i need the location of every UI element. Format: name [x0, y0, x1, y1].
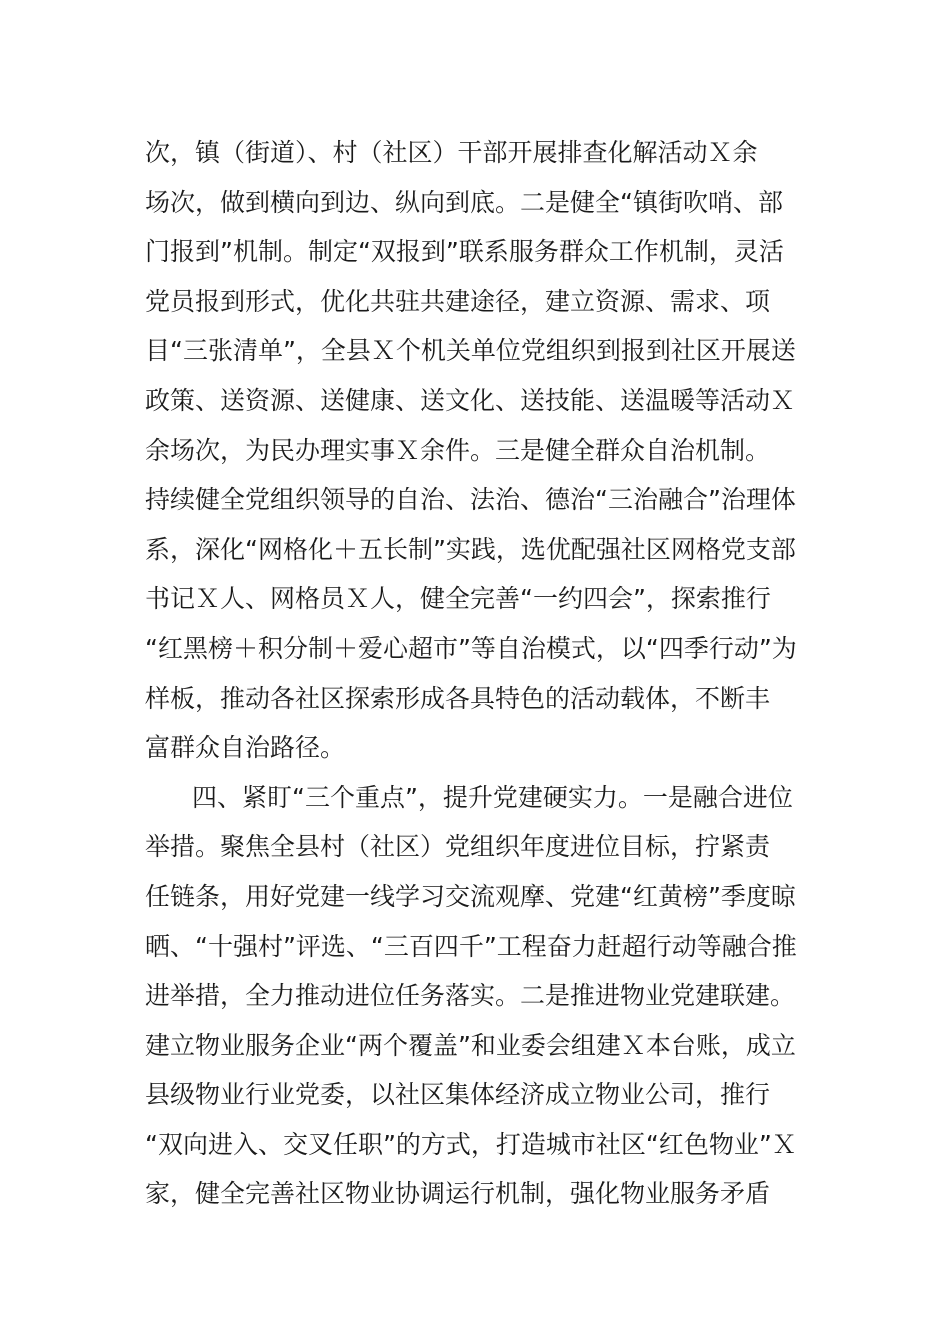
text-line: 样板，推动各社区探索形成各具特色的活动载体，不断丰 — [145, 683, 771, 713]
text-line: 建立物业服务企业“两个覆盖”和业委会组建Ｘ本台账，成立 — [145, 1030, 796, 1060]
text-line: 县级物业行业党委，以社区集体经济成立物业公司，推行 — [145, 1080, 771, 1110]
text-line: 次，镇（街道）、村（社区）干部开展排查化解活动Ｘ余 — [145, 138, 758, 167]
text-line: 系，深化“网格化＋五长制”实践，选优配强社区网格党支部 — [145, 534, 796, 564]
text-line: 持续健全党组织领导的自治、法治、德治“三治融合”治理体 — [145, 485, 796, 515]
document-body — [145, 128, 815, 1219]
text-line: 晒、“十强村”评选、“三百四千”工程奋力赶超行动等融合推 — [145, 931, 797, 961]
text-line: “双向进入、交叉任职”的方式，打造城市社区“红色物业”Ｘ — [145, 1129, 797, 1159]
text-line: 举措。聚焦全县村（社区）党组织年度进位目标，拧紧责 — [145, 832, 771, 862]
text-line: 任链条，用好党建一线学习交流观摩、党建“红黄榜”季度晾 — [145, 881, 796, 911]
text-line: 余场次，为民办理实事Ｘ余件。三是健全群众自治机制。 — [145, 435, 771, 465]
text-line: 进举措，全力推动进位任务落实。二是推进物业党建联建。 — [145, 981, 796, 1011]
text-line: 富群众自治路径。 — [145, 733, 346, 763]
paragraph-first-line: 四、紧盯“三个重点”，提升党建硬实力。一是融合进位 — [192, 782, 793, 812]
text-line: 党员报到形式，优化共驻共建途径，建立资源、需求、项 — [145, 286, 771, 316]
text-line: “红黑榜＋积分制＋爱心超市”等自治模式，以“四季行动”为 — [145, 633, 797, 663]
text-line: 书记Ｘ人、网格员Ｘ人，健全完善“一约四会”，探索推行 — [145, 584, 771, 614]
text-line: 场次，做到横向到边、纵向到底。二是健全“镇街吹哨、部 — [145, 187, 783, 217]
text-line: 家，健全完善社区物业协调运行机制，强化物业服务矛盾 — [145, 1179, 771, 1209]
text-line: 政策、送资源、送健康、送文化、送技能、送温暖等活动Ｘ — [145, 385, 796, 415]
text-line: 门报到”机制。制定“双报到”联系服务群众工作机制，灵活 — [145, 237, 784, 267]
text-line: 目“三张清单”，全县Ｘ个机关单位党组织到报到社区开展送 — [145, 336, 796, 366]
